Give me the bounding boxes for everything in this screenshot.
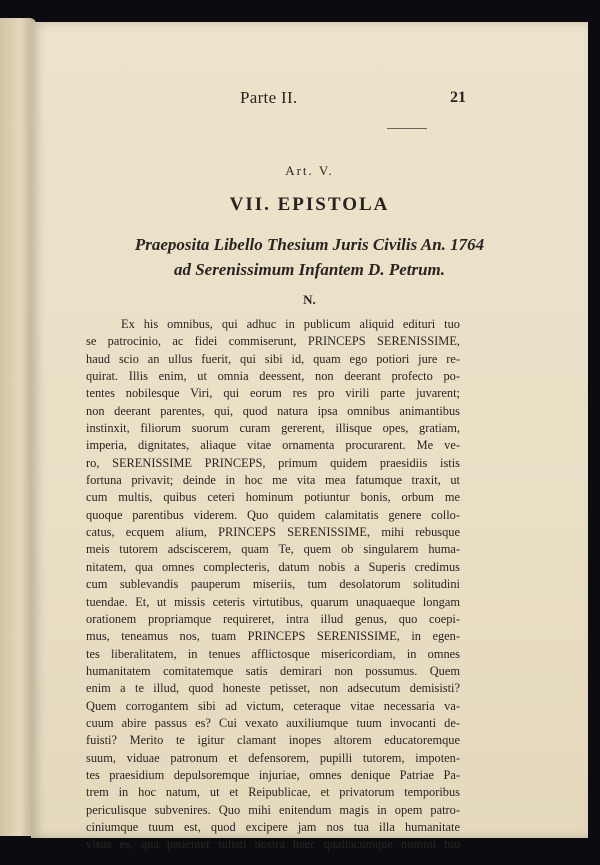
text-line: tuendae. Et, ut missis ceteris virtutibus, quarum unaquaeque longam [86, 594, 460, 609]
text-line: orationem propriamque requireret, intra illud genus, quo coepi- [86, 611, 460, 626]
text-line: cum multis, quibus ceteri hominum potiuntur bonis, orbum me [86, 490, 460, 505]
text-line: cuum abire passus es? Cui vexato auxiliumque tuum invocanti de- [86, 715, 460, 730]
text-line: catus, ecquem alium, PRINCEPS SERENISSIME, mihi rebusque [86, 525, 460, 540]
text-line: tes praesidium depulsoremque injuriae, omnes denique Patriae Pa- [86, 767, 460, 782]
text-line: enim a te illud, quod honeste petisset, non adsecutum demisisti? [86, 681, 460, 696]
text-line: Quem corrogantem sibi ad victum, ceteraque vitae necessaria va- [86, 698, 460, 713]
book-page [31, 22, 588, 852]
text-line: humanitatem comitatemque satis demirari non possumus. Quem [86, 663, 460, 678]
text-line: quirat. Illis enim, ut omnia deessent, non deerant profecto po- [86, 369, 460, 384]
text-line: cum sublevandis pauperum miseriis, tum desolatorum solitudini [86, 577, 460, 592]
text-line: fortuna privavit; deinde in hoc me vita mea fatumque traxit, ut [86, 473, 460, 488]
text-line: nitatem, qua omnes complecteris, datum nobis a Superis credimus [86, 559, 460, 574]
subtitle-line-2: ad Serenissimum Infantem D. Petrum. [173, 260, 446, 279]
text-line: non deerant parentes, qui, quod natura ipsa omnibus animantibus [86, 403, 460, 418]
addressee-initial: N. [303, 292, 316, 307]
subtitle-line-1: Praeposita Libello Thesium Juris Civilis An. 1764 [134, 235, 485, 254]
page-number: 21 [450, 89, 466, 106]
text-line: quoque parentibus viderem. Quo quidem calamitatis genere collo- [86, 507, 460, 522]
text-line: trem in hoc natum, ut et Reipublicae, et privatorum temporibus [86, 785, 460, 800]
text-line: visus es, qua patienter tulisti nostra haec qualiacumque nomini tuo [86, 837, 460, 852]
text-line: haud scio an ullus fuerit, qui sibi id, quam ego potiori jure re- [86, 351, 460, 366]
text-line: Ex his omnibus, qui adhuc in publicum aliquid edituri tuo [121, 317, 460, 331]
text-line: instinxit, filiorum suorum curam gererent, illisque opes, gratiam, [86, 421, 460, 436]
text-line: mus, teneamus nos, tuam PRINCEPS SERENISSIME, in egen- [86, 629, 460, 644]
text-line: tentes nobilesque Viri, qui eorum res pro virili parte juvarent; [86, 386, 460, 401]
text-line: fuisti? Merito te igitur clamant inopes altorem educatoremque [86, 733, 460, 748]
body-text [86, 316, 460, 854]
article-heading: Art. V. [285, 163, 334, 178]
text-line: imperia, dignitates, aliaque vitae ornamenta procurarent. Me ve- [86, 438, 460, 453]
epistola-title: VII. EPISTOLA [229, 194, 390, 215]
text-line: suum, viduae patronum et defensorem, pupilli tutorem, impoten- [86, 750, 460, 765]
text-line: se patrocinio, ac fidei commiserunt, PRINCEPS SERENISSIME, [86, 334, 460, 349]
text-line: periculisque subvenires. Quo mihi enitendum magis in opem patro- [86, 802, 460, 817]
header-rule [387, 128, 427, 129]
running-head: Parte II. [240, 88, 298, 107]
text-line: meis tutorem adsciscerem, quam Te, quem ob singularem huma- [86, 542, 460, 557]
text-line: ro, SERENISSIME PRINCEPS, primum quidem praesidiis istis [86, 455, 460, 470]
text-line: ciniumque tuum est, quod excipere jam nos tua illa humanitate [86, 819, 460, 834]
text-line: tes liberalitatem, in tenues afflictosque misericordiam, in omnes [86, 646, 460, 661]
